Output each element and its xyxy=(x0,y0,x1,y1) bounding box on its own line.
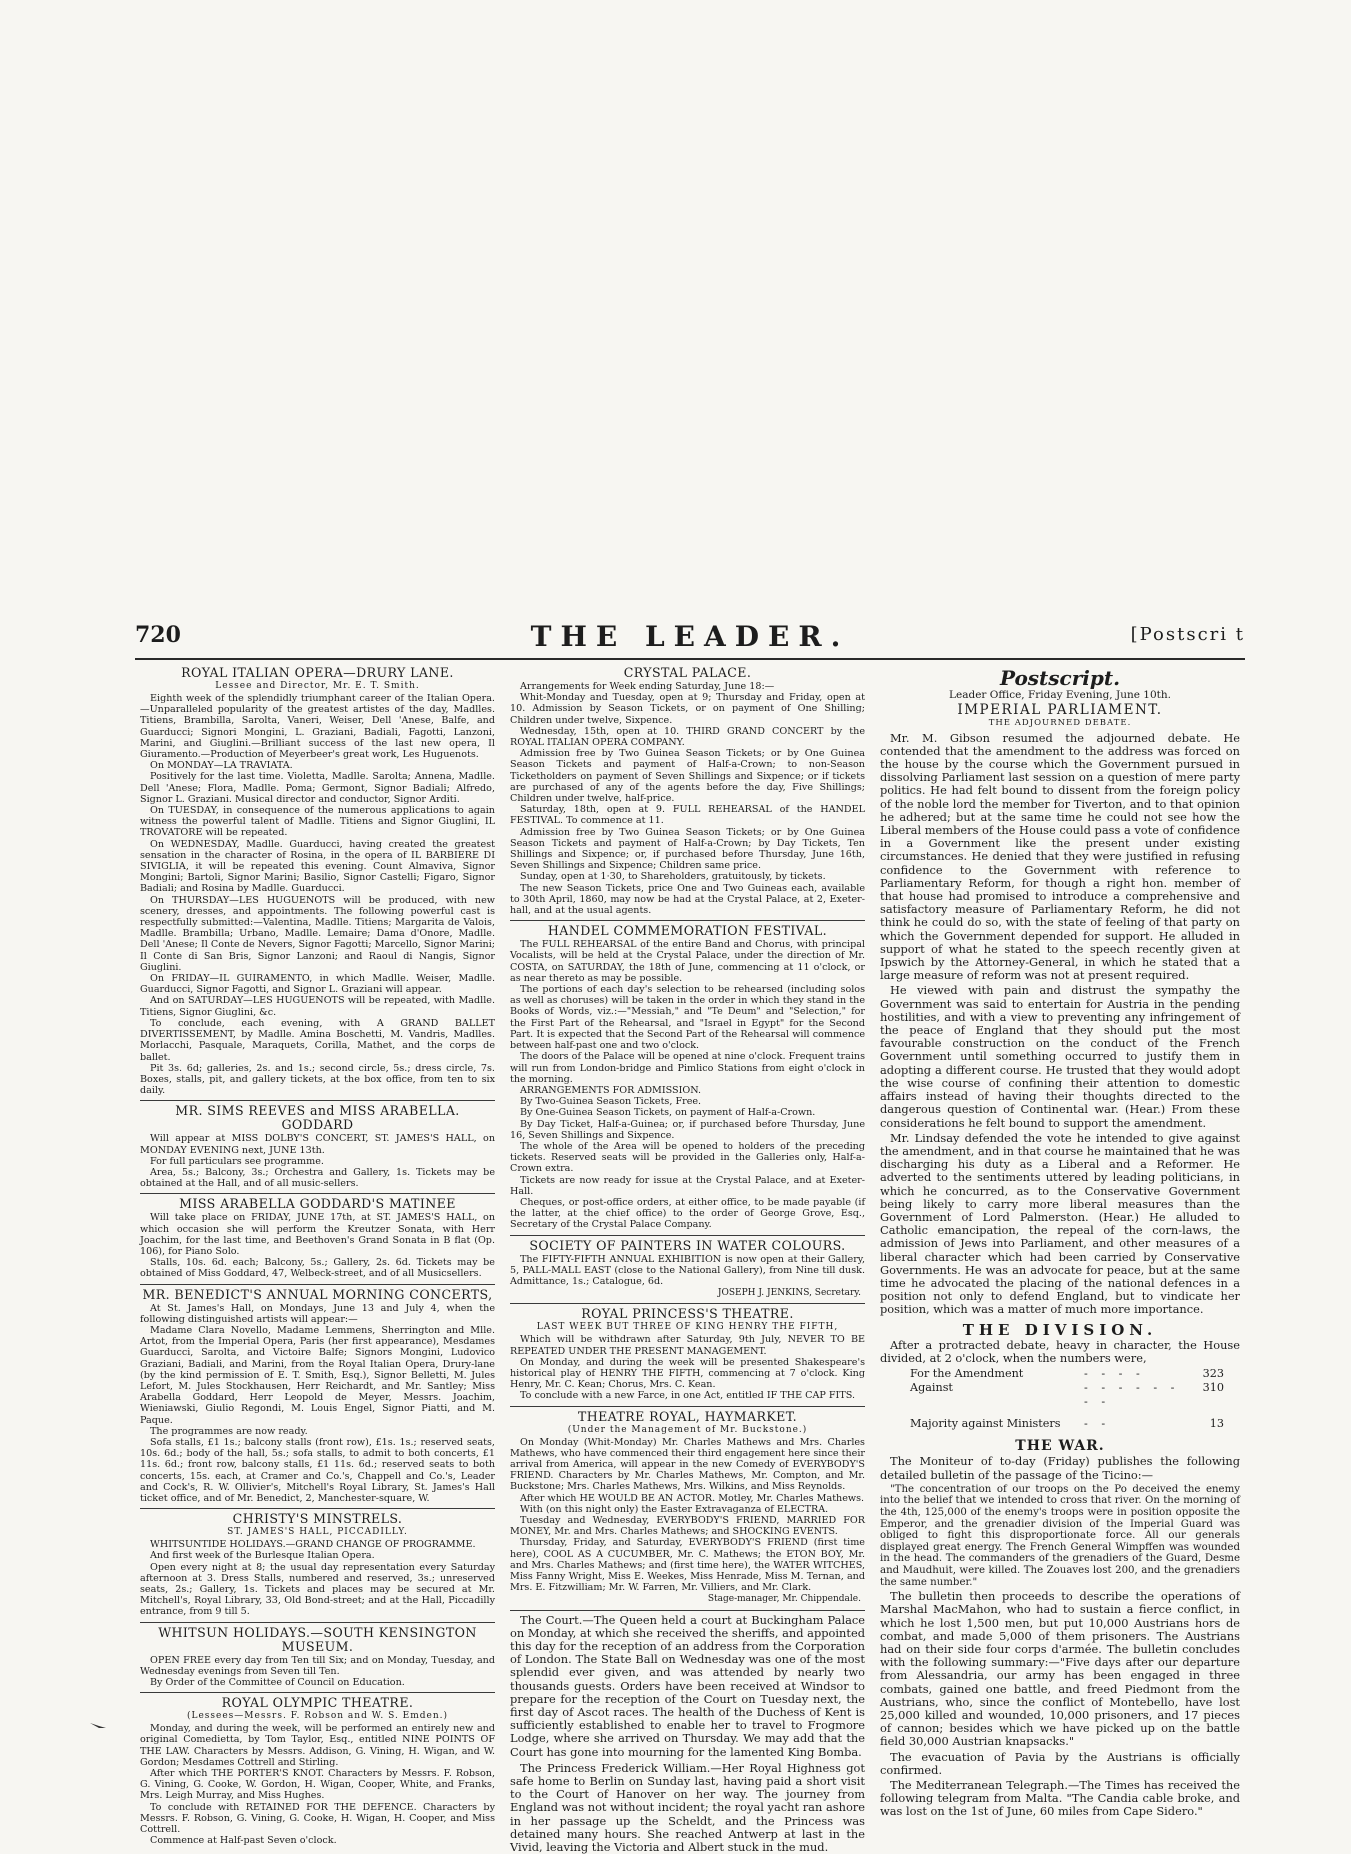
advert-whitsun-holidays-south-kensington-museum xyxy=(140,1622,495,1689)
advert-signature: JOSEPH J. JENKINS, Secretary. xyxy=(717,1288,861,1299)
advert-paragraph: Positively for the last time. Violetta, Madlle. Sarolta; Annena, Madlle. Dell 'Anese; Flora, Madlle. Poma; Germont, Signor Badiali; Alfredo, Signor L. Graziani. Musical director and conductor, Signor Arditi. xyxy=(140,771,495,805)
advert-paragraph: Which will be withdrawn after Saturday, 9th July, NEVER TO BE REPEATED UNDER THE PRESENT MANAGEMENT. xyxy=(510,1334,865,1357)
advert-paragraph: The FIFTY-FIFTH ANNUAL EXHIBITION is now open at their Gallery, 5, PALL-MALL EAST (close to the National Gallery), from Nine till dusk. Admittance, 1s.; Catalogue, 6d. xyxy=(510,1253,865,1287)
debate-paragraph: He viewed with pain and distrust the sympathy the Government was said to entertain for Austria in the pending hostilities, and with a view to preventing any infringement of the peace of England that they should put the most favourable construction on the conduct of the French Government until something occurred to justify them in adopting a different course. He trusted that they would adopt the wise course of confining their attention to domestic affairs instead of having their thoughts directed to the dangerous question of Continental war. (Hear.) From these considerations he felt bound to support the amendment. xyxy=(880,983,1240,1130)
advert-society-of-painters-in-water-colours xyxy=(510,1235,865,1300)
office-dateline: Leader Office, Friday Evening, June 10th. xyxy=(949,689,1171,701)
page-number: 720 xyxy=(135,622,181,648)
advert-heading: ROYAL OLYMPIC THEATRE. xyxy=(221,1695,414,1711)
vote-row xyxy=(880,1367,1240,1381)
advert-subheading: (Lessees—Messrs. F. Robson and W. S. Emden.) xyxy=(186,1711,449,1722)
advert-paragraph: Will take place on FRIDAY, JUNE 17th, at ST. JAMES'S HALL, on which occasion she will perform the Kreutzer Sonata, with Herr Joachim, for the last time, and Beethoven's Grand Sonata in B flat (Op. 106), for Piano Solo. xyxy=(140,1212,495,1257)
advert-paragraph: The whole of the Area will be opened to holders of the preceding tickets. Reserved seats will be provided in the Galleries only, Half-a-Crown extra. xyxy=(510,1140,865,1175)
advert-paragraph: Tuesday and Wednesday, EVERYBODY'S FRIEND, MARRIED FOR MONEY, Mr. and Mrs. Charles Mathews; and SHOCKING EVENTS. xyxy=(510,1515,865,1538)
advert-paragraph: To conclude, each evening, with A GRAND BALLET DIVERTISSEMENT, by Madlle. Amina Boschetti, M. Vandris, Madlles. Morlacchi, Pasquale, Maraquets, Corilla, Mathet, and the corps de ballet. xyxy=(140,1017,495,1063)
adjourned-debate-subheading: THE ADJOURNED DEBATE. xyxy=(988,718,1132,729)
advert-paragraph: Arrangements for Week ending Saturday, June 18:— xyxy=(520,681,775,692)
vote-count: 310 xyxy=(1202,1381,1224,1395)
advert-heading: WHITSUN HOLIDAYS.—SOUTH KENSINGTON MUSEUM. xyxy=(158,1624,477,1654)
advert-paragraph: Cheques, or post-office orders, at either office, to be made payable (if the latter, at the chief office) to the order of George Grove, Esq., Secretary of the Crystal Palace Company. xyxy=(510,1196,865,1231)
advert-royal-italian-opera-drury-lane xyxy=(140,666,495,1096)
advert-heading: HANDEL COMMEMORATION FESTIVAL. xyxy=(547,923,828,939)
advert-heading: THEATRE ROYAL, HAYMARKET. xyxy=(577,1408,798,1424)
advert-paragraph: The portions of each day's selection to be rehearsed (including solos as well as choruses) will be taken in the order in which they stand in the Books of Words, viz.:—"Messiah," and "Te Deum" and "Selection," for the First Part of the Rehearsal, and "Israel in Egypt" for the Second Part. It is expected that the Second Part of the Rehearsal will commence between half-past one and two o'clock. xyxy=(510,984,865,1052)
column-advertisements-left xyxy=(140,665,495,1847)
vote-row xyxy=(880,1381,1240,1409)
war-heading: THE WAR. xyxy=(1015,1438,1105,1455)
advert-heading: CRYSTAL PALACE. xyxy=(623,665,752,680)
debate-paragraph: Mr. Lindsay defended the vote he intended to give against the amendment, and in that course he maintained that he was discharging his duty as a Liberal and a Reformer. He adverted to the sentiments uttered by leading politicians, in which he concurred, as to the Conservative Government being likely to carry more liberal measures than the Government of Lord Palmerston. (Hear.) He alluded to Catholic emancipation, the repeal of the corn-laws, the admission of Jews into Parliament, and other measures of a liberal character which had been carried by Conservative Governments. He was an advocate for peace, but at the same time he advocated the placing of the national defences in a position not only to defend England, but to vindicate her position, which was a matter of much more importance. xyxy=(880,1130,1240,1317)
advert-paragraph: Open every night at 8; the usual day representation every Saturday afternoon at 3. Dress Stalls, numbered and reserved, 3s.; unreserved seats, 2s.; Gallery, 1s. Tickets and places may be secured at Mr. Mitchell's, Royal Library, 33, Old Bond-street; and at the Hall, Piccadilly entrance, from 9 till 5. xyxy=(140,1561,495,1618)
printer-mark-icon xyxy=(90,1722,106,1729)
masthead xyxy=(135,620,1245,660)
advert-paragraph: Sofa stalls, £1 1s.; balcony stalls (front row), £1s. 1s.; reserved seats, 10s. 6d.; body of the hall, 5s.; sofa stalls, to admit to both concerts, £1 11s. 6d.; front row, balcony stalls, £1 11s. 6d.; reserved seats to both concerts, 15s. each, at Cramer and Co.'s, Chappell and Co.'s, Leader and Cock's, R. W. Ollivier's, Mitchell's Royal Library, St. James's Hall ticket office, and of Mr. Benedict, 2, Manchester-square, W. xyxy=(140,1436,495,1504)
advert-paragraph: On TUESDAY, in consequence of the numerous applications to again witness the powerful talent of Madlle. Titiens and Signor Giuglini, IL TROVATORE will be repeated. xyxy=(140,805,495,839)
advert-miss-arabella-goddard-s-matinee xyxy=(140,1193,495,1279)
advert-paragraph: And on SATURDAY—LES HUGUENOTS will be repeated, with Madlle. Titiens, Signor Giuglini, &c. xyxy=(140,995,495,1018)
advert-paragraph: The doors of the Palace will be opened at nine o'clock. Frequent trains will run from London-bridge and Pimlico Stations from eight o'clock in the morning. xyxy=(510,1051,865,1085)
advert-handel-commemoration-festival xyxy=(510,920,865,1230)
advert-heading: MISS ARABELLA GODDARD'S MATINEE xyxy=(179,1196,456,1212)
advert-paragraph: After which THE PORTER'S KNOT. Characters by Messrs. F. Robson, G. Vining, G. Cooke, W. Gordon, H. Wigan, Cooper, White, and Franks, Mrs. Leigh Murray, and Miss Hughes. xyxy=(140,1768,495,1802)
advert-paragraph: On THURSDAY—LES HUGUENOTS will be produced, with new scenery, dresses, and appointments. The following powerful cast is respectfully submitted:—Valentina, Madlle. Titiens; Margarita de Valois, Madlle. Brambilla; Urbano, Madlle. Lemaire; Dama d'Onore, Madlle. Dell 'Anese; Il Conte de Nevers, Signor Fagotti; Marcello, Signor Marini; Il Conte di San Bris, Signor Lanzoni; and Raoul di Nangis, Signor Giuglini. xyxy=(140,894,495,973)
advert-paragraph: On MONDAY—LA TRAVIATA. xyxy=(150,760,293,772)
advert-paragraph: By Day Ticket, Half-a-Guinea; or, if purchased before Thursday, June 16, Seven Shillings and Sixpence. xyxy=(510,1118,865,1141)
advert-paragraph: Thursday, Friday, and Saturday, EVERYBODY'S FRIEND (first time here), COOL AS A CUCUMBER, Mr. C. Mathews; the ETON BOY, Mr. and Mrs. Charles Mathews; and (first time here), the WATER WITCHES, Miss Fanny Wright, Miss E. Weekes, Miss Henrade, Miss M. Ternan, and Mrs. E. Fitzwilliam; Mr. W. Farren, Mr. Villiers, and Mr. Clark. xyxy=(510,1537,865,1594)
majority-label: Majority against Ministers xyxy=(910,1417,1061,1431)
advert-heading: MR. SIMS REEVES and MISS ARABELLA. GODDARD xyxy=(175,1103,460,1133)
advert-paragraph: Admission free by Two Guinea Season Tickets; or by One Guinea Season Tickets and payment of Half-a-Crown; by Day Tickets, Ten Shillings and Sixpence; or, if purchased before Thursday, June 16th, Seven Shillings and Sixpence; Children same price. xyxy=(510,826,865,872)
advert-paragraph: Monday, and during the week, will be performed an entirely new and original Comedietta, by Tom Taylor, Esq., entitled NINE POINTS OF THE LAW. Characters by Messrs. Addison, G. Vining, H. Wigan, and W. Gordon; Mesdames Cottrell and Stirling. xyxy=(140,1723,495,1768)
advert-paragraph: On WEDNESDAY, Madlle. Guarducci, having created the greatest sensation in the character of Rosina, in the opera of IL BARBIERE DI SIVIGLIA, it will be repeated this evening. Count Almaviva, Signor Mongini; Bartoli, Signor Marini; Basilio, Signor Castelli; Figaro, Signor Badiali; and Rosina by Madlle. Guarducci. xyxy=(140,838,495,895)
news-paragraph: The Princess Frederick William.—Her Royal Highness got safe home to Berlin on Sunday last, having paid a short visit to the Court of Hanover on her way. The journey from England was not without incident; the royal yacht ran ashore in her passage up the Scheldt, and the Princess was detained many hours. She reached Antwerp at last in the Vivid, leaving the Victoria and Albert stuck in the mud. xyxy=(510,1760,865,1854)
advert-heading: SOCIETY OF PAINTERS IN WATER COLOURS. xyxy=(529,1237,846,1253)
advert-subheading: Lessee and Director, Mr. E. T. Smith. xyxy=(215,681,420,691)
advert-paragraph: OPEN FREE every day from Ten till Six; and on Monday, Tuesday, and Wednesday evenings from Seven till Ten. xyxy=(140,1654,495,1677)
advert-subheading: (Under the Management of Mr. Buckstone.) xyxy=(567,1424,808,1435)
division-intro: After a protracted debate, heavy in character, the House divided, at 2 o'clock, when the numbers were, xyxy=(880,1337,1240,1365)
advert-paragraph: Madame Clara Novello, Madame Lemmens, Sherrington and Mlle. Artot, from the Imperial Opera, Paris (her first appearance), Mesdames Guarducci, Sarolta, and Victoire Balfe; Signors Mongini, Ludovico Graziani, Badiali, and Marini, from the Royal Italian Opera, Drury-lane (by the kind permission of E. T. Smith, Esq.), Signor Belletti, M. Jules Lefort, M. Jules Stockhausen, Herr Reichardt, and Mr. Santley; Miss Arabella Goddard, Herr Leopold de Meyer, Messrs. Joachim, Wieniawski, Giulio Regondi, M. Louis Engel, Signor Piatti, and M. Paque. xyxy=(140,1324,495,1426)
advert-heading: CHRISTY'S MINSTRELS. xyxy=(232,1511,403,1527)
advert-paragraph: By Two-Guinea Season Tickets, Free. xyxy=(520,1096,702,1108)
advert-royal-princess-s-theatre xyxy=(510,1303,865,1401)
advert-subheading: LAST WEEK BUT THREE OF KING HENRY THE FIFTH, xyxy=(536,1322,839,1333)
debate-paragraph: Mr. M. Gibson resumed the adjourned debate. He contended that the amendment to the address was forced on the house by the course which the Government pursued in dissolving Parliament last session on a question of mere party politics. He had felt bound to dissent from the foreign policy of the noble lord the member for Tiverton, and to that opinion he adhered; but at the same time he could not see how the Liberal members of the House could pass a vote of confidence in a Government like the present under existing circumstances. He denied that they were justified in refusing confidence to the Government with reference to Parliamentary Reform, for though a right hon. member of that house had promised to introduce a comprehensive and satisfactory measure of Parliamentary Reform, he did not think he could do so, with the state of feeling of that party on which the Government depended for support. He alluded in support of what he stated to the speech recently given at Ipswich by the Attorney-General, in which he stated that a large measure of reform was not at present required. xyxy=(880,730,1240,983)
advert-paragraph: Saturday, 18th, open at 9. FULL REHEARSAL of the HANDEL FESTIVAL. To commence at 11. xyxy=(510,804,865,827)
war-bulletin-quote: "The concentration of our troops on the Po deceived the enemy into the belief that we intended to cross that river. On the morning of the 4th, 125,000 of the enemy's troops were in position opposite the Emperor, and the grenadier division of the Imperial Guard was obliged to fight this disproportionate force. All our generals displayed great energy. The French General Wimpffen was wounded in the head. The commanders of the grenadiers of the Guard, Desme and Maudhuit, were killed. The Zouaves lost 200, and the grenadiers the same number." xyxy=(880,1483,1240,1588)
division-heading: THE DIVISION. xyxy=(962,1320,1158,1339)
advert-paragraph: Will appear at MISS DOLBY'S CONCERT, ST. JAMES'S HALL, on MONDAY EVENING next, JUNE 13th. xyxy=(140,1133,495,1156)
advert-paragraph: By Order of the Committee of Council on Education. xyxy=(150,1677,405,1689)
advert-paragraph: Sunday, open at 1·30, to Shareholders, gratuitously, by tickets. xyxy=(520,871,826,883)
news-paragraph: The Court.—The Queen held a court at Buckingham Palace on Monday, at which she received the sheriffs, and appointed this day for the reception of an address from the Corporation of London. The State Ball on Wednesday was one of the most splendid ever given, and was attended by nearly two thousands guests. Orders have been received at Windsor to prepare for the reception of the Court on Tuesday next, the first day of Ascot races. The health of the Duchess of Kent is sufficiently established to enable her to travel to Frogmore Lodge, where she arrived on Thursday. We may add that the Court has gone into mourning for the lamented King Bomba. xyxy=(510,1612,865,1759)
vote-label: For the Amendment xyxy=(910,1367,1024,1381)
imperial-parliament-heading: IMPERIAL PARLIAMENT. xyxy=(957,702,1163,719)
advert-paragraph: Whit-Monday and Tuesday, open at 9; Thursday and Friday, open at 10. Admission by Season Tickets, or on payment of One Shilling; Children under twelve, Sixpence. xyxy=(510,692,865,726)
advert-paragraph: WHITSUNTIDE HOLIDAYS.—GRAND CHANGE OF PROGRAMME. xyxy=(150,1539,476,1551)
vote-leader-dashes: - - - - - - - - xyxy=(1084,1381,1180,1409)
advert-paragraph: The FULL REHEARSAL of the entire Band and Chorus, with principal Vocalists, will be held at the Crystal Palace, under the direction of Mr. COSTA, on SATURDAY, the 18th of June, commencing at 11 o'clock, or as near thereto as may be possible. xyxy=(510,939,865,984)
advert-royal-olympic-theatre xyxy=(140,1692,495,1846)
advert-paragraph: At St. James's Hall, on Mondays, June 13 and July 4, when the following distinguished artists will appear:— xyxy=(140,1302,495,1325)
newspaper-title: THE LEADER. xyxy=(530,620,850,653)
advert-paragraph: For full particulars see programme. xyxy=(150,1155,324,1167)
war-intro: The Moniteur of to-day (Friday) publishes the following detailed bulletin of the passage of the Ticino:— xyxy=(880,1454,1240,1482)
advert-paragraph: On Monday (Whit-Monday) Mr. Charles Mathews and Mrs. Charles Mathews, who have commenced their third engagement here since their arrival from America, will appear in the new Comedy of EVERYBODY'S FRIEND. Characters by Mr. Charles Mathews, Mr. Compton, and Mr. Buckstone; Mrs. Charles Mathews, Mrs. Wilkins, and Miss Reynolds. xyxy=(510,1436,865,1493)
advert-paragraph: Pit 3s. 6d; galleries, 2s. and 1s.; second circle, 5s.; dress circle, 7s. Boxes, stalls, pit, and gallery tickets, at the box office, from ten to six daily. xyxy=(140,1062,495,1097)
advert-christy-s-minstrels xyxy=(140,1508,495,1617)
advert-paragraph: With (on this night only) the Easter Extravaganza of ELECTRA. xyxy=(520,1503,829,1515)
advert-paragraph: To conclude with a new Farce, in one Act, entitled IF THE CAP FITS. xyxy=(520,1390,856,1402)
advert-paragraph: On FRIDAY—IL GUIRAMENTO, in which Madlle. Weiser, Madlle. Guarducci, Signor Fagotti, and Signor L. Graziani will appear. xyxy=(140,973,495,996)
advert-theatre-royal-haymarket xyxy=(510,1406,865,1606)
advert-crystal-palace xyxy=(510,666,865,916)
advert-heading: MR. BENEDICT'S ANNUAL MORNING CONCERTS, xyxy=(142,1286,493,1302)
war-paragraph: The Mediterranean Telegraph.—The Times has received the following telegram from Malta. "The Candia cable broke, and was lost on the 1st of June, 60 miles from Cape Sidero." xyxy=(880,1777,1240,1819)
advert-paragraph: The programmes are now ready. xyxy=(150,1425,308,1437)
advert-paragraph: After which HE WOULD BE AN ACTOR. Motley, Mr. Charles Mathews. xyxy=(520,1492,865,1504)
advert-signature: Stage-manager, Mr. Chippendale. xyxy=(707,1594,861,1605)
section-label: [Postscri t xyxy=(1130,624,1245,645)
majority-count: 13 xyxy=(1209,1417,1224,1431)
advert-paragraph: The new Season Tickets, price One and Two Guineas each, available to 30th April, 1860, may now be had at the Crystal Palace, at 2, Exeter-hall, and at the usual agents. xyxy=(510,882,865,917)
vote-leader-dashes: - - - - xyxy=(1084,1367,1145,1381)
advert-paragraph: And first week of the Burlesque Italian Opera. xyxy=(150,1550,375,1562)
majority-row xyxy=(880,1417,1240,1431)
vote-count: 323 xyxy=(1202,1367,1224,1381)
majority-leader-dashes: - - xyxy=(1084,1417,1111,1431)
postscript-title: Postscript. xyxy=(999,666,1121,690)
column-postscript xyxy=(880,666,1240,1819)
advert-paragraph: Wednesday, 15th, open at 10. THIRD GRAND CONCERT by the ROYAL ITALIAN OPERA COMPANY. xyxy=(510,725,865,749)
advert-paragraph: Area, 5s.; Balcony, 3s.; Orchestra and Gallery, 1s. Tickets may be obtained at the Hall, and of all music-sellers. xyxy=(140,1166,495,1190)
advert-paragraph: Stalls, 10s. 6d. each; Balcony, 5s.; Gallery, 2s. 6d. Tickets may be obtained of Miss Goddard, 47, Welbeck-street, and of all Musicsellers. xyxy=(140,1257,495,1280)
advert-heading: ROYAL PRINCESS'S THEATRE. xyxy=(581,1306,794,1322)
advert-paragraph: Eighth week of the splendidly triumphant career of the Italian Opera.—Unparalleled popularity of the greatest artistes of the day, Madlles. Titiens, Brambilla, Sarolta, Vaneri, Weiser, Dell 'Anese, Balfe, and Guarducci; Signori Mongini, L. Graziani, Badiali, Fagotti, Lanzoni, Marini, and Giuglini.—Brilliant success of the last new opera, Il Giuramento.—Production of Meyerbeer's great work, Les Huguenots. xyxy=(140,693,495,761)
war-paragraph: The evacuation of Pavia by the Austrians is officially confirmed. xyxy=(880,1749,1240,1777)
advert-mr-benedict-s-annual-morning-concerts xyxy=(140,1284,495,1505)
war-paragraph: The bulletin then proceeds to describe the operations of Marshal MacMahon, who had to sustain a fierce conflict, in which he lost 1,500 men, but put 10,000 Austrians hors de combat, and made 5,000 of them prisoners. The Austrians had on their side four corps d'armée. The bulletin concludes with the following summary:—"Five days after our departure from Alessandria, our army has been engaged in three combats, gained one battle, and freed Piedmont from the Austrians, who, since the conflict of Montebello, have lost 25,000 killed and wounded, 10,000 prisoners, and 17 pieces of cannon; besides which we have picked up on the battle field 30,000 Austrian knapsacks." xyxy=(880,1589,1240,1749)
advert-paragraph: Commence at Half-past Seven o'clock. xyxy=(150,1835,337,1847)
advert-mr-sims-reeves-and-miss-arabella-goddard xyxy=(140,1100,495,1189)
advert-subheading: ST. JAMES'S HALL, PICCADILLY. xyxy=(227,1527,408,1538)
column-advertisements-middle xyxy=(510,665,865,1854)
advert-paragraph: By One-Guinea Season Tickets, on payment of Half-a-Crown. xyxy=(520,1107,816,1119)
news-items xyxy=(510,1610,865,1854)
advert-paragraph: ARRANGEMENTS FOR ADMISSION. xyxy=(520,1084,702,1096)
advert-paragraph: To conclude with RETAINED FOR THE DEFENCE. Characters by Messrs. F. Robson, G. Vining, G. Cooke, H. Wigan, H. Cooper, and Miss Cottrell. xyxy=(140,1801,495,1836)
vote-label: Against xyxy=(910,1381,953,1395)
advert-paragraph: On Monday, and during the week will be presented Shakespeare's historical play of HENRY THE FIFTH, commencing at 7 o'clock. King Henry, Mr. C. Kean; Chorus, Mrs. C. Kean. xyxy=(510,1356,865,1391)
advert-heading: ROYAL ITALIAN OPERA—DRURY LANE. xyxy=(181,665,454,680)
advert-paragraph: Admission free by Two Guinea Season Tickets; or by One Guinea Season Tickets and payment of Half-a-Crown; to non-Season Ticketholders on payment of Seven Shillings and Sixpence; or if tickets are purchased of any of the agents before the day, Five Shillings; Children under twelve, half-price. xyxy=(510,748,865,805)
advert-paragraph: Tickets are now ready for issue at the Crystal Palace, and at Exeter-Hall. xyxy=(510,1174,865,1197)
